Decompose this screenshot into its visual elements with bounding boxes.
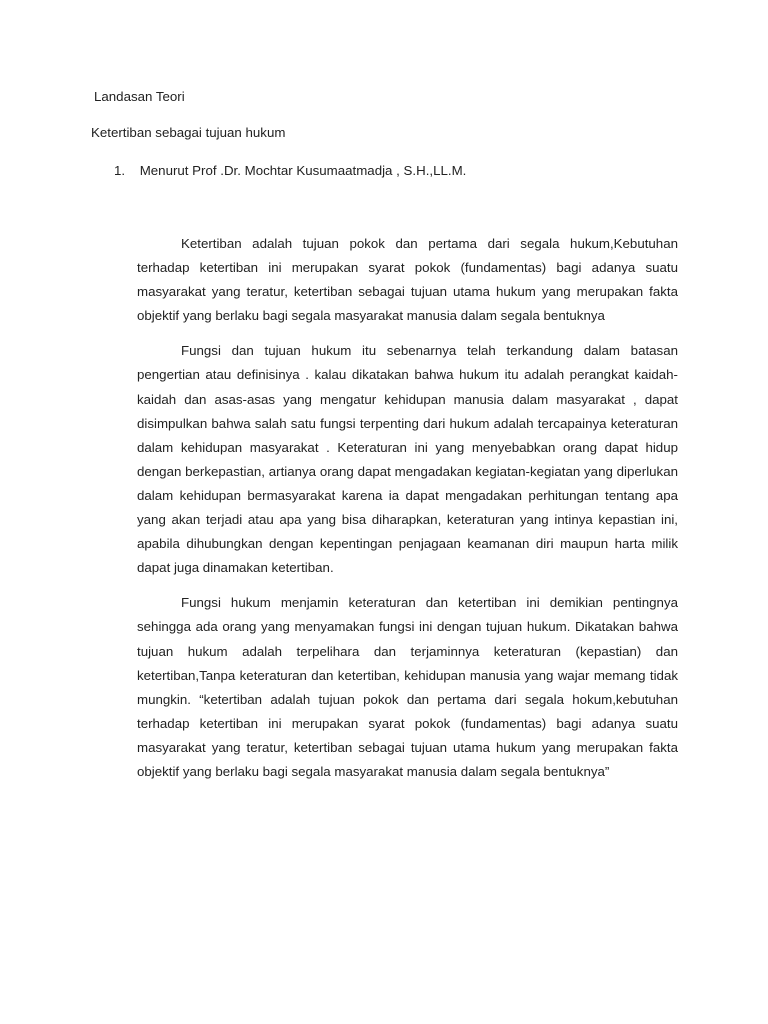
list-item-1 xyxy=(114,163,466,178)
heading-landasan-teori: Landasan Teori xyxy=(94,89,185,104)
list-item-text: Menurut Prof .Dr. Mochtar Kusumaatmadja , S.H.,LL.M. xyxy=(139,163,467,178)
list-number: 1. xyxy=(114,163,126,178)
paragraph-3: Fungsi hukum menjamin keteraturan dan ketertiban ini demikian pentingnya sehingga ada orang yang menyamakan fungsi ini dengan tujuan hukum. Dikatakan bahwa tujuan hukum adalah terpelihara dan terjaminnya keteraturan (kepastian) dan ketertiban,Tanpa keteraturan dan ketertiban, kehidupan manusia yang wajar memang tidak mungkin. “ketertiban adalah tujuan pokok dan pertama dari segala hokum,kebutuhan terhadap ketertiban ini merupakan syarat pokok (fundamentas) bagi adanya suatu masyarakat yang teratur, ketertiban sebagai tujuan utama hukum yang merupakan fakta objektif yang berlaku bagi segala masyarakat manusia dalam segala bentuknya” xyxy=(137,595,678,779)
paragraph-1: Ketertiban adalah tujuan pokok dan pertama dari segala hukum,Kebutuhan terhadap ketertiban ini merupakan syarat pokok (fundamentas) bagi adanya suatu masyarakat yang teratur, ketertiban sebagai tujuan utama hukum yang merupakan fakta objektif yang berlaku bagi segala masyarakat manusia dalam segala bentuknya xyxy=(137,236,678,324)
body-text xyxy=(137,232,678,795)
paragraph-2: Fungsi dan tujuan hukum itu sebenarnya telah terkandung dalam batasan pengertian atau definisinya . kalau dikatakan bahwa hukum itu adalah perangkat kaidah-kaidah dan asas-asas yang mengatur kehidupan manusia dalam masyarakat , dapat disimpulkan bahwa salah satu fungsi terpenting dari hukum adalah tercapainya keteraturan dalam kehidupan masyarakat . Keteraturan ini yang menyebabkan orang dapat hidup dengan berkepastian, artianya orang dapat mengadakan kegiatan-kegiatan yang diperlukan dalam kehidupan bermasyarakat karena ia dapat mengadakan perhitungan tentang apa yang akan terjadi atau apa yang bisa diharapkan, keteraturan yang intinya kepastian ini, apabila dihubungkan dengan kepentingan penjagaan keamanan diri maupun harta milik dapat juga dinamakan ketertiban. xyxy=(137,343,678,576)
heading-ketertiban: Ketertiban sebagai tujuan hukum xyxy=(91,125,286,140)
